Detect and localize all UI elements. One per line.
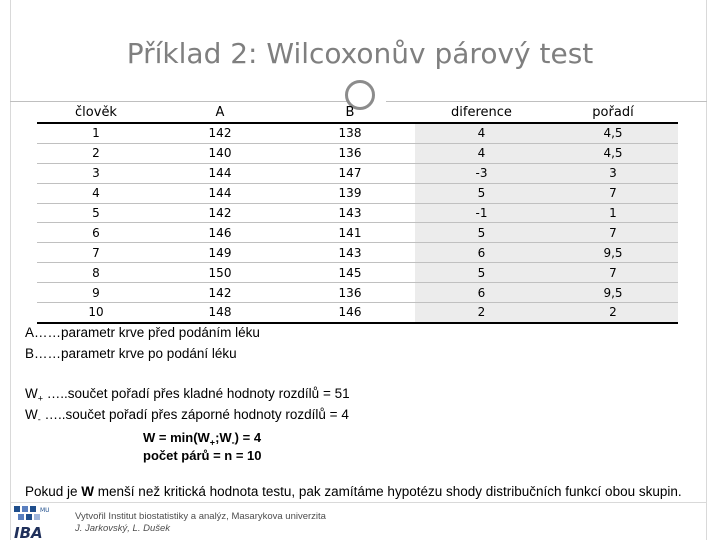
credit-institute: Vytvořil Institut biostatistiky a analýz, Masarykova univerzita bbox=[75, 511, 326, 522]
logo-text: IBA bbox=[14, 524, 43, 540]
cell-rank: 4,5 bbox=[548, 143, 678, 163]
cell-b: 138 bbox=[285, 123, 415, 143]
table-row bbox=[37, 283, 678, 303]
table-row bbox=[37, 243, 678, 263]
w-formula-mid: ;W bbox=[215, 430, 232, 445]
cell-rank: 4,5 bbox=[548, 123, 678, 143]
table-row bbox=[37, 183, 678, 203]
conclusion-post: menší než kritická hodnota testu, pak zamítáme hypotézu shody distribučních funkcí obou skupin. bbox=[94, 484, 682, 499]
col-header-b: B bbox=[285, 103, 415, 123]
w-formula-sub-minus: - bbox=[231, 437, 235, 448]
wminus-text: …..součet pořadí přes záporné hodnoty rozdílů = 4 bbox=[44, 407, 349, 422]
cell-person: 7 bbox=[37, 243, 155, 263]
cell-a: 148 bbox=[155, 303, 285, 323]
note-wplus bbox=[25, 386, 350, 404]
cell-b: 141 bbox=[285, 223, 415, 243]
cell-difference: 6 bbox=[415, 243, 548, 263]
cell-b: 145 bbox=[285, 263, 415, 283]
cell-b: 147 bbox=[285, 163, 415, 183]
table-row bbox=[37, 163, 678, 183]
cell-difference: 5 bbox=[415, 263, 548, 283]
cell-difference: -3 bbox=[415, 163, 548, 183]
cell-person: 9 bbox=[37, 283, 155, 303]
cell-a: 146 bbox=[155, 223, 285, 243]
cell-difference: 2 bbox=[415, 303, 548, 323]
cell-person: 1 bbox=[37, 123, 155, 143]
wilcoxon-table bbox=[37, 103, 678, 324]
slide-title: Příklad 2: Wilcoxonův párový test bbox=[126, 37, 594, 70]
cell-b: 146 bbox=[285, 303, 415, 323]
wplus-sub: + bbox=[37, 393, 44, 404]
w-formula-suffix: ) = 4 bbox=[234, 430, 262, 445]
conclusion bbox=[25, 484, 682, 499]
cell-difference: 6 bbox=[415, 283, 548, 303]
cell-person: 6 bbox=[37, 223, 155, 243]
cell-b: 136 bbox=[285, 143, 415, 163]
table-row bbox=[37, 263, 678, 283]
note-a-label: A bbox=[25, 325, 35, 340]
cell-difference: 4 bbox=[415, 143, 548, 163]
title-divider-left bbox=[10, 101, 350, 102]
cell-person: 2 bbox=[37, 143, 155, 163]
cell-person: 8 bbox=[37, 263, 155, 283]
col-header-rank: pořadí bbox=[548, 103, 678, 123]
cell-person: 3 bbox=[37, 163, 155, 183]
note-a bbox=[25, 325, 260, 340]
note-wminus bbox=[25, 407, 349, 425]
cell-person: 4 bbox=[37, 183, 155, 203]
title-divider-right bbox=[386, 101, 707, 102]
pairs-count: počet párů = n = 10 bbox=[143, 448, 262, 463]
cell-a: 142 bbox=[155, 283, 285, 303]
cell-rank: 1 bbox=[548, 203, 678, 223]
cell-a: 142 bbox=[155, 123, 285, 143]
col-header-difference: diference bbox=[415, 103, 548, 123]
cell-b: 136 bbox=[285, 283, 415, 303]
note-a-text: ……parametr krve před podáním léku bbox=[34, 325, 260, 340]
cell-a: 144 bbox=[155, 163, 285, 183]
w-formula-sub-plus: + bbox=[209, 437, 216, 448]
cell-a: 144 bbox=[155, 183, 285, 203]
iba-logo bbox=[12, 503, 58, 540]
note-b-text: ……parametr krve po podání léku bbox=[34, 346, 237, 361]
table-row bbox=[37, 123, 678, 143]
table-row bbox=[37, 203, 678, 223]
conclusion-pre: Pokud je bbox=[25, 484, 82, 499]
table-row bbox=[37, 143, 678, 163]
cell-a: 140 bbox=[155, 143, 285, 163]
cell-rank: 7 bbox=[548, 263, 678, 283]
wminus-sub: - bbox=[37, 414, 41, 425]
cell-difference: -1 bbox=[415, 203, 548, 223]
cell-person: 10 bbox=[37, 303, 155, 323]
table-row bbox=[37, 223, 678, 243]
conclusion-w: W bbox=[81, 484, 95, 499]
cell-a: 150 bbox=[155, 263, 285, 283]
note-b-label: B bbox=[25, 346, 35, 361]
table-row bbox=[37, 303, 678, 323]
footer-divider bbox=[10, 502, 707, 503]
col-header-person: člověk bbox=[37, 103, 155, 123]
cell-rank: 7 bbox=[548, 223, 678, 243]
cell-rank: 9,5 bbox=[548, 243, 678, 263]
cell-a: 142 bbox=[155, 203, 285, 223]
wminus-symbol: W bbox=[25, 407, 38, 422]
note-b bbox=[25, 346, 237, 361]
wplus-symbol: W bbox=[25, 386, 38, 401]
cell-b: 143 bbox=[285, 243, 415, 263]
w-formula bbox=[143, 430, 261, 448]
table-header-row bbox=[37, 103, 678, 123]
wplus-text: …..součet pořadí přes kladné hodnoty rozdílů = 51 bbox=[46, 386, 350, 401]
cell-rank: 7 bbox=[548, 183, 678, 203]
col-header-a: A bbox=[155, 103, 285, 123]
cell-person: 5 bbox=[37, 203, 155, 223]
cell-difference: 5 bbox=[415, 183, 548, 203]
cell-difference: 4 bbox=[415, 123, 548, 143]
cell-a: 149 bbox=[155, 243, 285, 263]
cell-rank: 9,5 bbox=[548, 283, 678, 303]
logo-small-text: MU bbox=[40, 507, 50, 514]
cell-rank: 2 bbox=[548, 303, 678, 323]
cell-difference: 5 bbox=[415, 223, 548, 243]
credit-authors: J. Jarkovský, L. Dušek bbox=[75, 523, 171, 534]
cell-b: 143 bbox=[285, 203, 415, 223]
cell-rank: 3 bbox=[548, 163, 678, 183]
cell-b: 139 bbox=[285, 183, 415, 203]
w-formula-prefix: W = min(W bbox=[143, 430, 210, 445]
